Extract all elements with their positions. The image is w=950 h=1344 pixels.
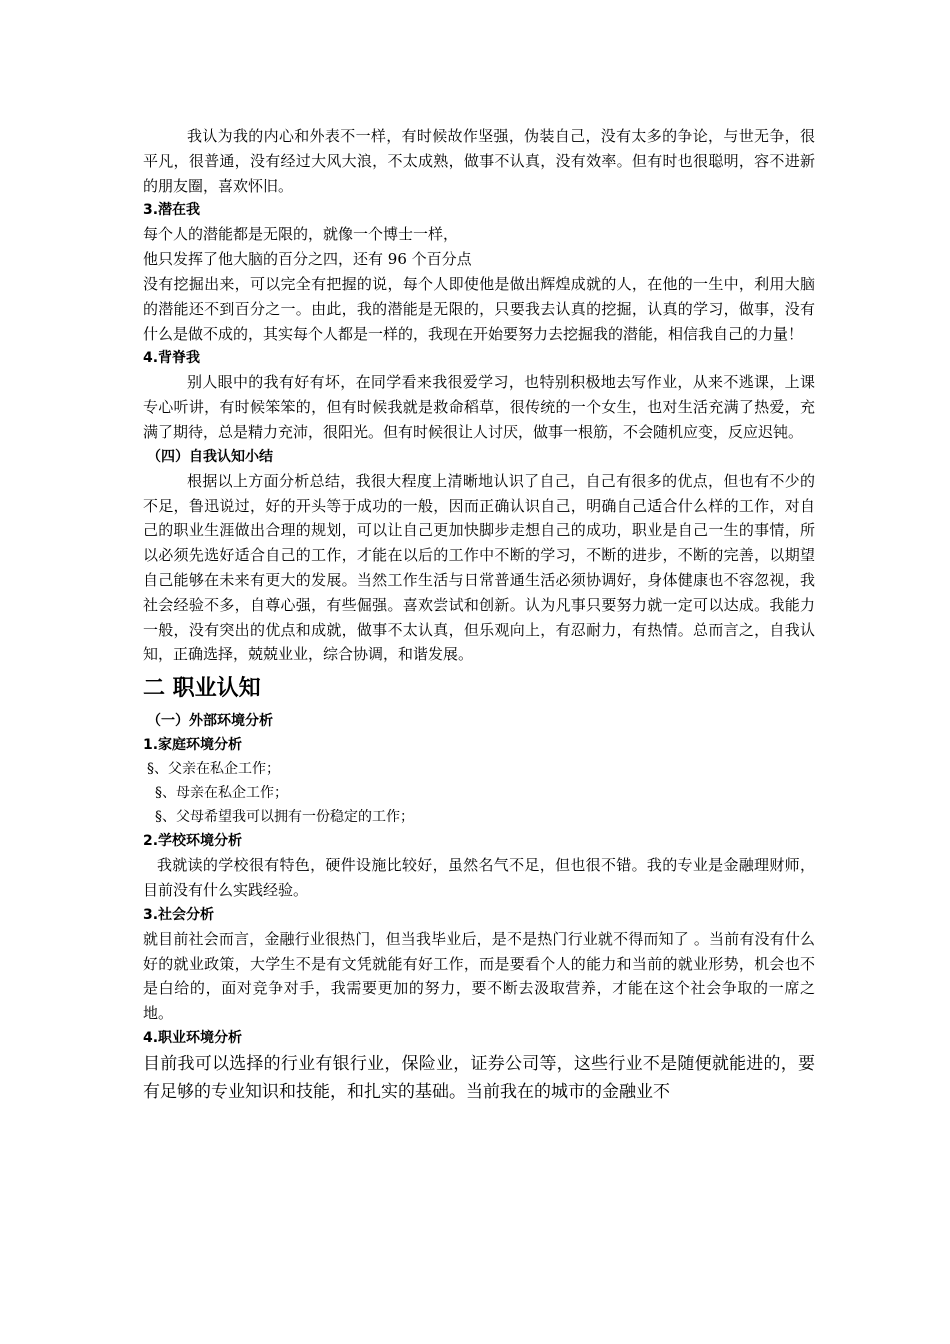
summary-heading: （四）自我认知小结: [147, 448, 273, 465]
potential-paragraph: 没有挖掘出来，可以完全有把握的说，每个人即使他是做出辉煌成就的人，在他的一生中，利用大脑的潜能还不到百分之一。由此，我的潜能是无限的，只要我去认真的挖掘，认真的学习，做事，没有什么是做不成的，其实每个人都是一样的，我现在开始要努力去挖掘我的潜能，相信我自己的力量！: [143, 274, 815, 343]
potential-line-1: 每个人的潜能都是无限的，就像一个博士一样，: [143, 225, 459, 244]
potential-heading: 3.潜在我: [143, 202, 201, 219]
external-env-heading: （一）外部环境分析: [147, 713, 273, 730]
summary-paragraph: 根据以上方面分析总结，我很大程度上清晰地认识了自己，自己有很多的优点，但也有不少的不足，鲁迅说过，好的开头等于成功的一般，因而正确认识自己，明确自己适合什么样的工作，对自己的职业生涯做出合理的规划，可以让自己更加快脚步走想自己的成功，职业是自己一生的事情，所以必须先选好适合自己的工作，才能在以后的工作中不断的学习，不断的进步，不断的完善，以期望自己能够在未来有更大的发展。当然工作生活与日常普通生活必须协调好，身体健康也不容忽视，我社会经验不多，自尊心强，有些倔强。喜欢尝试和创新。认为凡事只要努力就一定可以达成。我能力一般，没有突出的优点和成就，做事不太认真，但乐观向上，有忍耐力，有热情。总而言之，自我认知，正确选择，兢兢业业，综合协调，和谐发展。: [143, 471, 815, 664]
family-item-mother: §、母亲在私企工作；: [155, 785, 288, 802]
behind-heading: 4.背脊我: [143, 350, 201, 367]
occupation-env-heading: 4.职业环境分析: [143, 1029, 243, 1046]
family-item-father: §、父亲在私企工作；: [147, 761, 280, 778]
intro-paragraph: 我认为我的内心和外表不一样，有时候故作坚强，伪装自己，没有太多的争论，与世无争，很平凡，很普通，没有经过大风大浪，不太成熟，做事不认真，没有效率。但有时也很聪明，容不进新的朋友圈，喜欢怀旧。: [143, 127, 815, 195]
family-env-heading: 1.家庭环境分析: [143, 737, 243, 754]
family-item-hope: §、父母希望我可以拥有一份稳定的工作；: [155, 809, 414, 826]
society-paragraph: 就目前社会而言，金融行业很热门，但当我毕业后，是不是热门行业就不得而知了 。当前有没有什么好的就业政策，大学生不是有文凭就能有好工作，而是要看个人的能力和当前的就业形势，机会也不是白给的，面对竞争对手，我需要更加的努力，要不断去汲取营养，才能在这个社会争取的一席之地。: [143, 929, 815, 1023]
career-title: 二 职业认知: [143, 676, 261, 702]
behind-paragraph: 别人眼中的我有好有坏，在同学看来我很爱学习，也特别积极地去写作业，从来不逃课，上课专心听讲，有时候笨笨的，但有时候我就是救命稻草，很传统的一个女生，也对生活充满了热爱，充满了期待，总是精力充沛，很阳光。但有时候很让人讨厌，做事一根筋，不会随机应变，反应迟钝。: [143, 373, 815, 441]
document-body: [143, 124, 815, 1106]
school-env-paragraph: 我就读的学校很有特色，硬件设施比较好，虽然名气不足，但也很不错。我的专业是金融理财师，目前没有什么实践经验。: [143, 856, 815, 899]
school-env-heading: 2.学校环境分析: [143, 833, 243, 850]
potential-line-2: 他只发挥了他大脑的百分之四，还有 96 个百分点: [143, 250, 472, 269]
society-heading: 3.社会分析: [143, 906, 215, 923]
occupation-env-paragraph: 目前我可以选择的行业有银行业，保险业，证券公司等，这些行业不是随便就能进的，要有足够的专业知识和技能，和扎实的基础。当前我在的城市的金融业不: [143, 1053, 815, 1102]
